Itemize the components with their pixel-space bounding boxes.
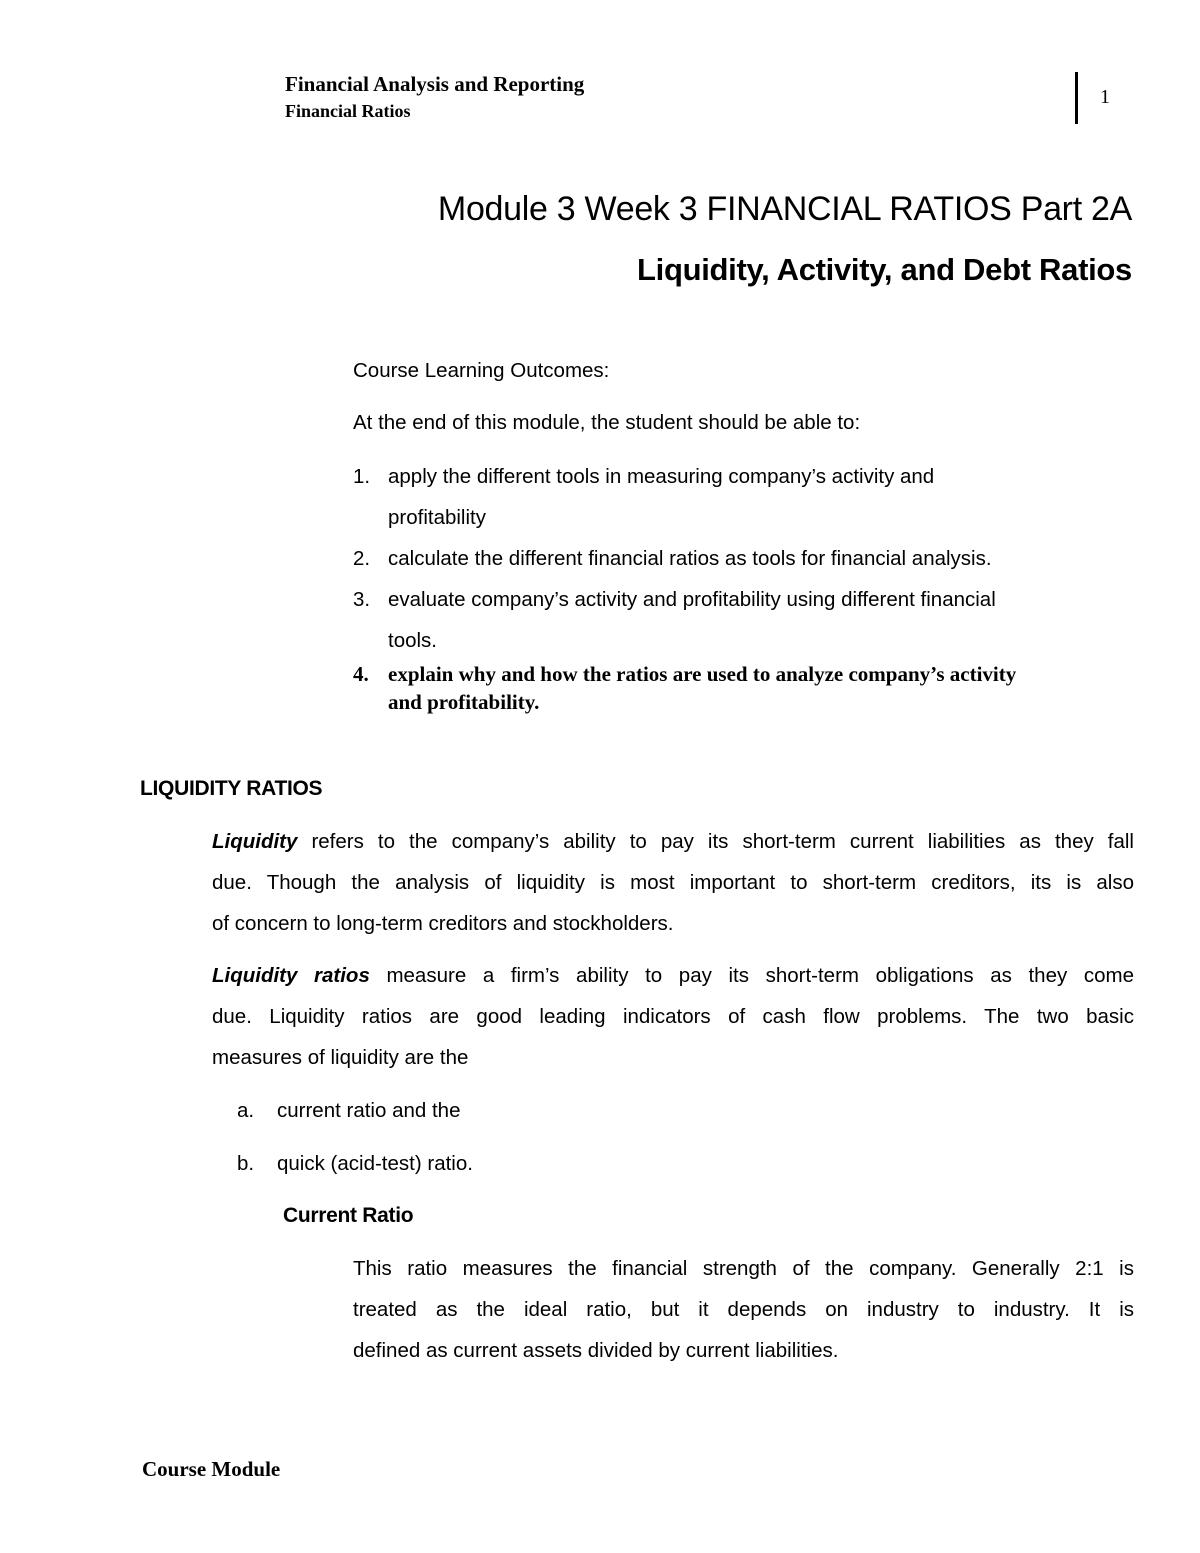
current-ratio-line3: defined as current assets divided by current liabilities.: [353, 1339, 839, 1362]
header-course-title: Financial Analysis and Reporting: [285, 72, 585, 96]
liquidity-para1-line2: due. Though the analysis of liquidity is most important to short-term creditors, its is also: [212, 871, 1134, 894]
term-liquidity: Liquidity: [212, 830, 298, 853]
footer-label: Course Module: [142, 1457, 281, 1481]
outcome-2-line1: calculate the different financial ratios as tools for financial analysis.: [388, 547, 992, 570]
outcome-1-line2: profitability: [388, 506, 486, 529]
current-ratio-line2: treated as the ideal ratio, but it depends on industry to industry. It is: [353, 1298, 1134, 1321]
liquidity-para2-line1: Liquidity ratios measure a firm’s ability to pay its short-term obligations as they come: [212, 964, 1134, 987]
outcome-3-line1: evaluate company’s activity and profitability using different financial: [388, 588, 996, 611]
outcomes-heading: Course Learning Outcomes:: [353, 359, 610, 382]
liquidity-para1-line1: Liquidity refers to the company’s ability to pay its short-term current liabilities as they fall: [212, 830, 1134, 853]
outcome-1-line1: apply the different tools in measuring company’s activity and: [388, 465, 935, 488]
page-number: 1: [1100, 86, 1110, 108]
outcome-number-1: 1.: [353, 465, 371, 488]
header-divider: [1075, 72, 1078, 124]
liquidity-para2-line3: measures of liquidity are the: [212, 1046, 469, 1069]
list-label-b: b.: [237, 1152, 255, 1175]
list-label-a: a.: [237, 1099, 255, 1122]
outcomes-intro: At the end of this module, the student should be able to:: [353, 411, 861, 434]
list-item-current-ratio: current ratio and the: [277, 1099, 461, 1122]
current-ratio-line1: This ratio measures the financial strength of the company. Generally 2:1 is: [353, 1257, 1134, 1280]
liquidity-para2-line2: due. Liquidity ratios are good leading indicators of cash flow problems. The two basic: [212, 1005, 1134, 1028]
list-item-quick-ratio: quick (acid-test) ratio.: [277, 1152, 473, 1175]
outcome-number-2: 2.: [353, 547, 371, 570]
outcome-4-line1: explain why and how the ratios are used to analyze company’s activity: [388, 662, 1017, 686]
outcome-number-3: 3.: [353, 588, 371, 611]
outcome-3-line2: tools.: [388, 629, 437, 652]
outcome-number-4: 4.: [353, 662, 369, 686]
outcome-4-line2: and profitability.: [388, 690, 540, 714]
module-title: Module 3 Week 3 FINANCIAL RATIOS Part 2A: [437, 190, 1132, 228]
liquidity-para1-line3: of concern to long-term creditors and stockholders.: [212, 912, 674, 935]
module-subtitle: Liquidity, Activity, and Debt Ratios: [637, 252, 1132, 287]
section-heading-liquidity: LIQUIDITY RATIOS: [140, 777, 323, 800]
term-liquidity-ratios: Liquidity ratios: [212, 964, 370, 987]
header-topic: Financial Ratios: [285, 101, 411, 121]
subheading-current-ratio: Current Ratio: [283, 1204, 414, 1227]
